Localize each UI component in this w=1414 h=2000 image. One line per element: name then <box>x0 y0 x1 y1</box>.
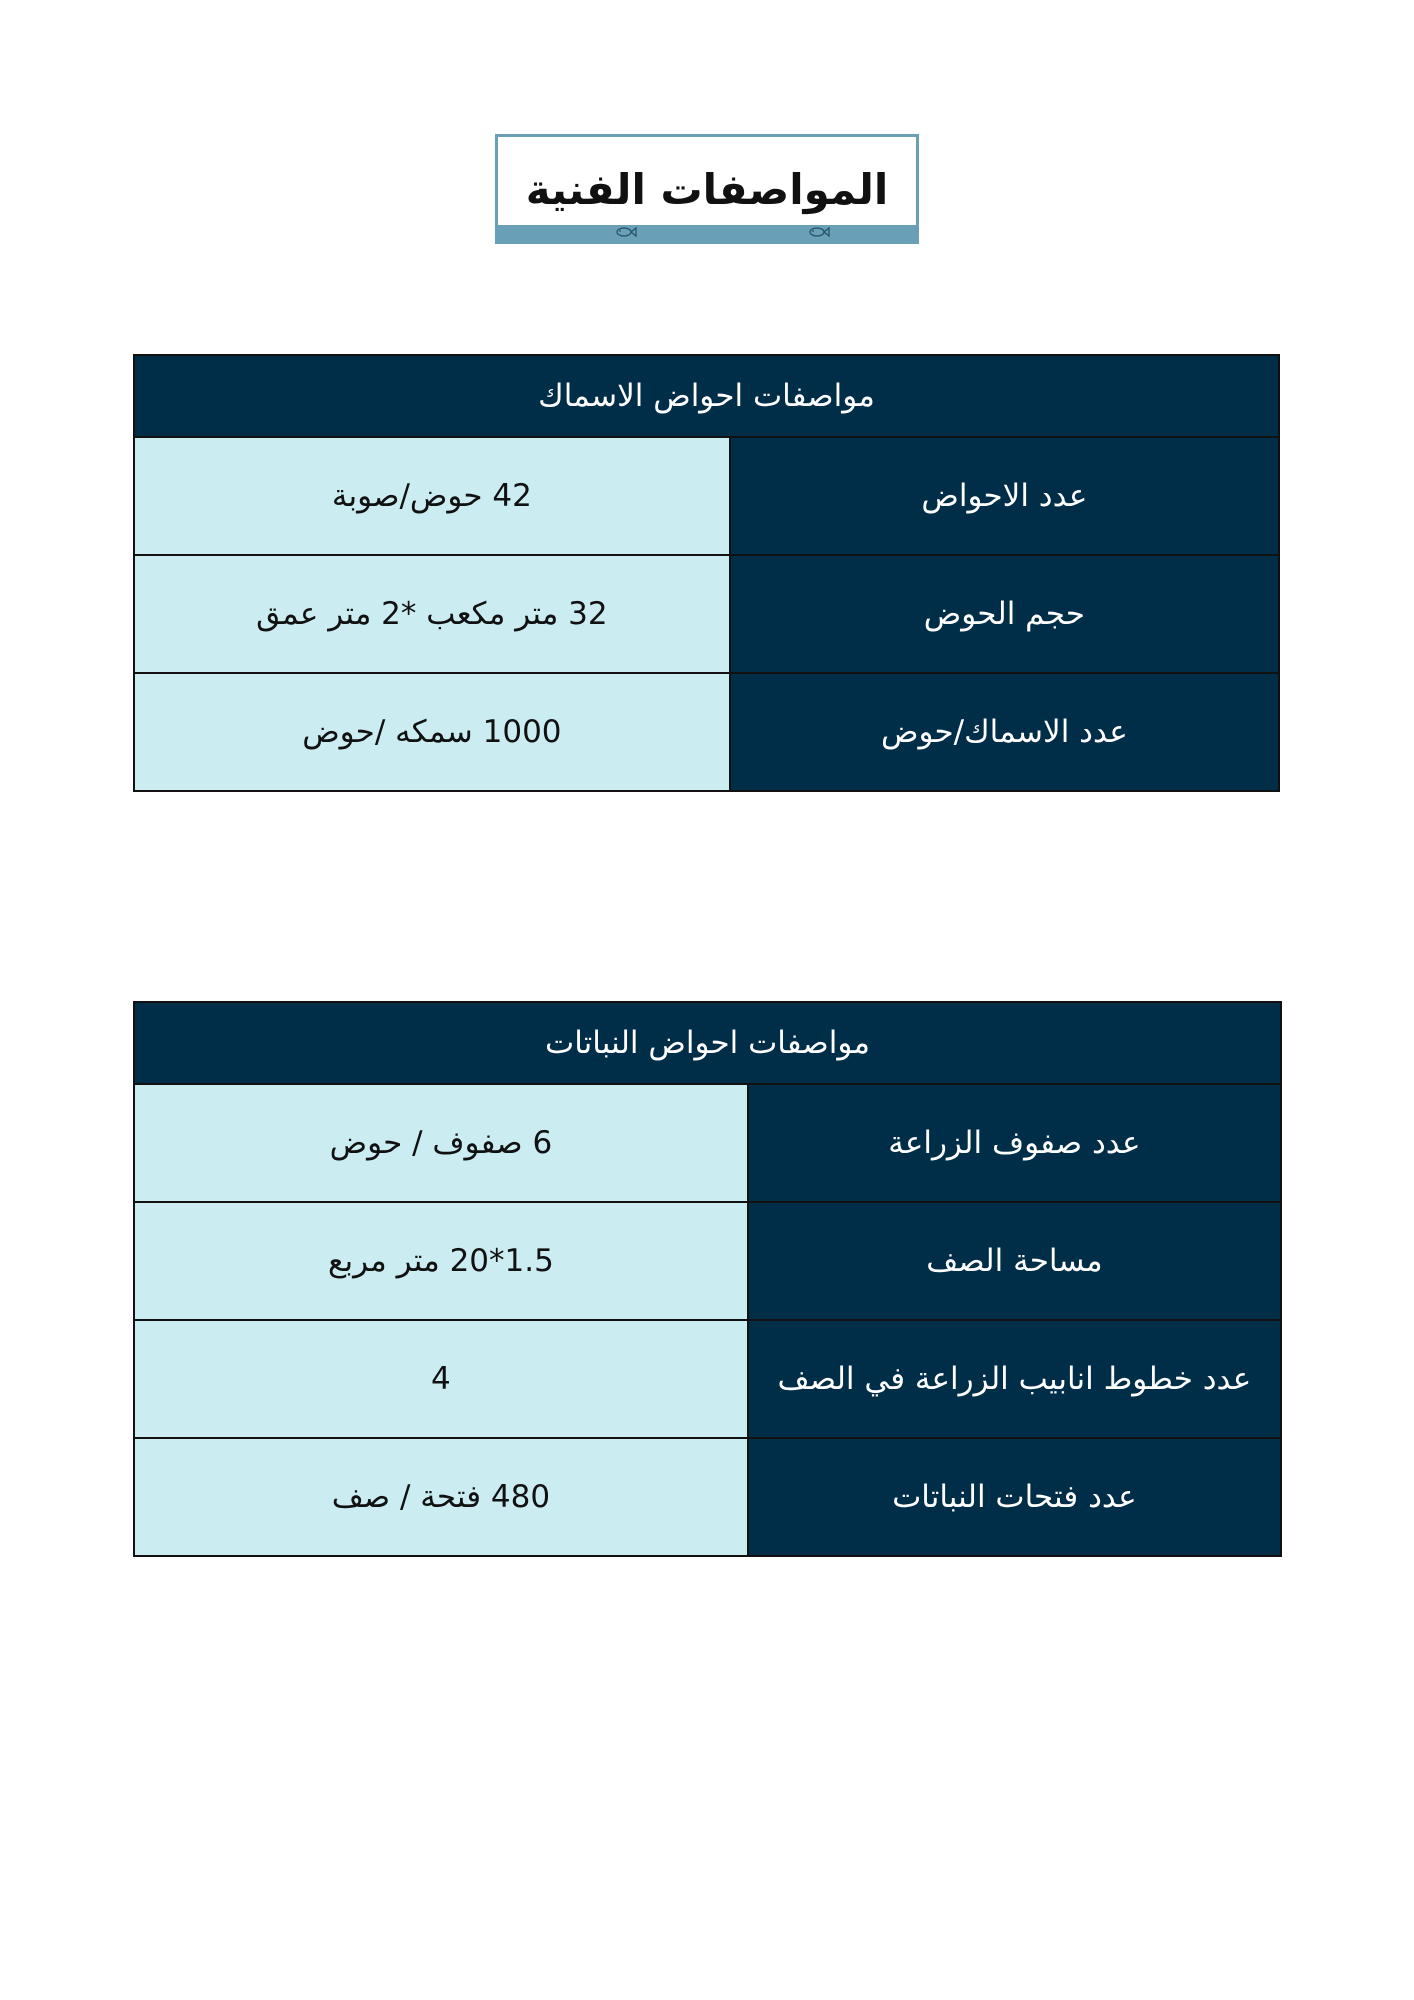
fish-icon <box>615 226 637 242</box>
page-title: المواصفات الفنية <box>525 165 889 214</box>
title-decor-strip <box>498 225 916 241</box>
spec-label: مساحة الصف <box>748 1202 1281 1320</box>
table-row <box>134 437 1279 555</box>
spec-label: حجم الحوض <box>730 555 1279 673</box>
spec-value: 4 <box>134 1320 748 1438</box>
table-row <box>134 673 1279 791</box>
spec-label: عدد الاسماك/حوض <box>730 673 1279 791</box>
spec-label: عدد فتحات النباتات <box>748 1438 1281 1556</box>
spec-value: 42 حوض/صوبة <box>134 437 730 555</box>
page-title-box <box>495 134 919 244</box>
table-row <box>134 1438 1281 1556</box>
spec-label: عدد صفوف الزراعة <box>748 1084 1281 1202</box>
plant-beds-table <box>133 1001 1282 1557</box>
plant-beds-header: مواصفات احواض النباتات <box>134 1002 1281 1084</box>
spec-label: عدد خطوط انابيب الزراعة في الصف <box>748 1320 1281 1438</box>
table-row <box>134 1320 1281 1438</box>
spec-label: عدد الاحواض <box>730 437 1279 555</box>
table-row <box>134 1084 1281 1202</box>
table-row <box>134 555 1279 673</box>
spec-value: 1000 سمكه /حوض <box>134 673 730 791</box>
fish-tanks-header: مواصفات احواض الاسماك <box>134 355 1279 437</box>
fish-tanks-table <box>133 354 1280 792</box>
spec-value: 480 فتحة / صف <box>134 1438 748 1556</box>
spec-value: 6 صفوف / حوض <box>134 1084 748 1202</box>
spec-value: 1.5*20 متر مربع <box>134 1202 748 1320</box>
table-row <box>134 1202 1281 1320</box>
spec-value: 32 متر مكعب *2 متر عمق <box>134 555 730 673</box>
fish-icon <box>808 226 830 242</box>
